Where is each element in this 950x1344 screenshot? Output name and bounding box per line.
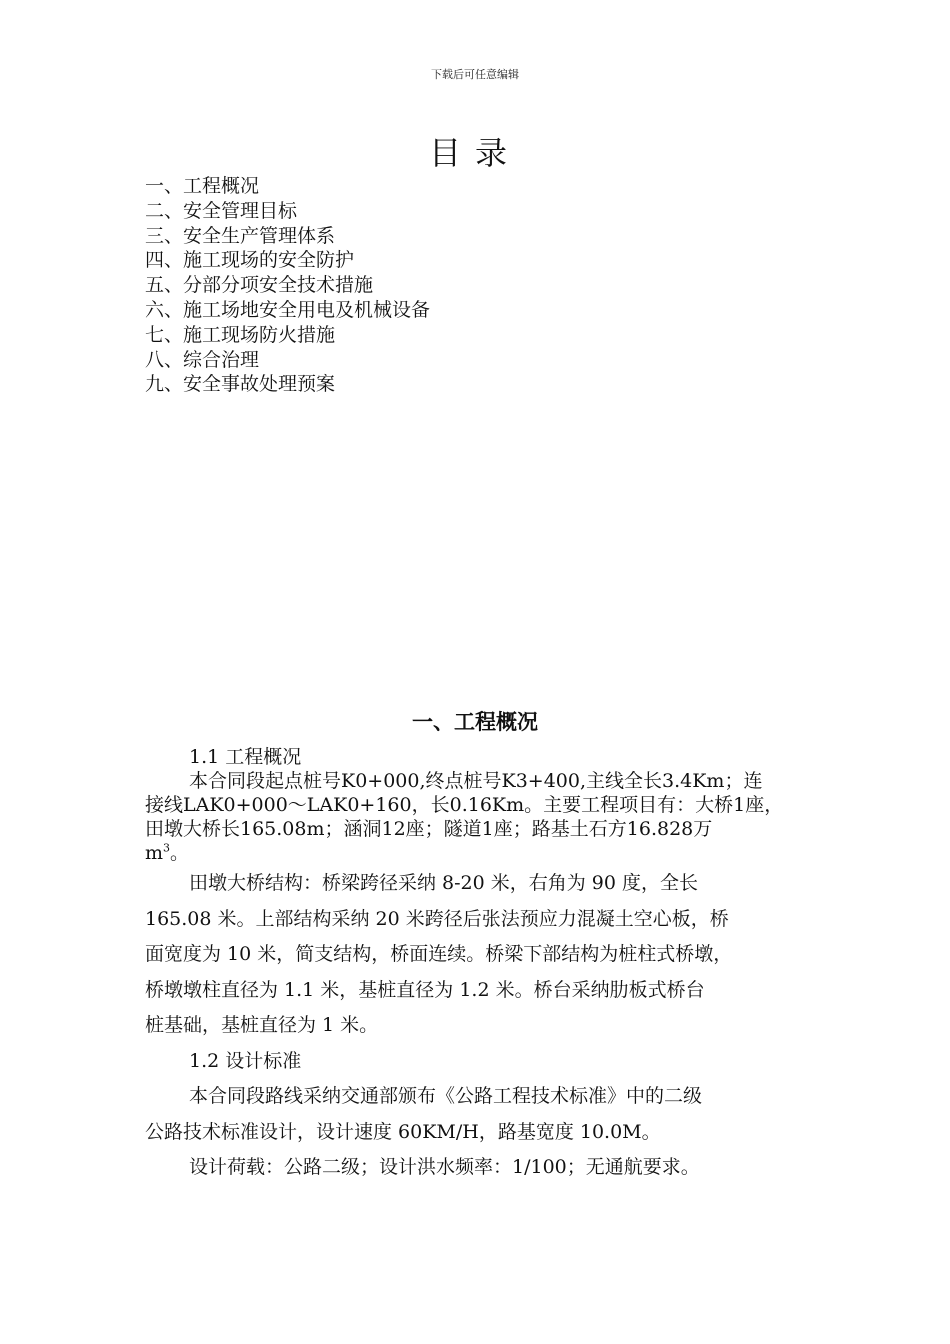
paragraph-line: 田墩大桥长165.08m；涵洞12座；隧道1座；路基土石方16.828万 xyxy=(145,818,713,840)
paragraph-line: 田墩大桥结构：桥梁跨径采纳 8-20 米，右角为 90 度，全长 xyxy=(189,872,699,894)
toc-item: 七、施工现场防火措施 xyxy=(145,323,336,346)
page-header-note: 下载后可任意编辑 xyxy=(431,68,519,81)
toc-title: 目录 xyxy=(428,134,521,172)
overview-block xyxy=(145,745,835,865)
toc-item: 九、安全事故处理预案 xyxy=(145,373,336,396)
unit-base: m xyxy=(145,842,164,864)
paragraph-line: 公路技术标准设计，设计速度 60KM/H，路基宽度 10.0M。 xyxy=(145,1120,661,1143)
toc-item: 三、安全生产管理体系 xyxy=(145,224,336,247)
unit-superscript: 3 xyxy=(163,841,171,855)
toc-item: 二、安全管理目标 xyxy=(145,199,298,222)
paragraph-line: 接线LAK0+000～LAK0+160，长0.16Km。主要工程项目有：大桥1座， xyxy=(145,794,784,816)
paragraph-line: 桥墩墩柱直径为 1.1 米，基桩直径为 1.2 米。桥台采纳肋板式桥台 xyxy=(145,978,705,1001)
toc-item: 四、施工现场的安全防护 xyxy=(145,249,355,272)
paragraph-line: 165.08 米。上部结构采纳 20 米跨径后张法预应力混凝土空心板，桥 xyxy=(145,907,729,930)
paragraph-line: 本合同段路线采纳交通部颁布《公路工程技术标准》中的二级 xyxy=(189,1085,703,1107)
paragraph-line: 设计荷载：公路二级；设计洪水频率：1/100；无通航要求。 xyxy=(189,1156,700,1178)
paragraph-line-unit xyxy=(145,841,835,865)
paragraph-line: 本合同段起点桩号K0+000,终点桩号K3+400,主线全长3.4Km；连 xyxy=(189,770,763,792)
paragraph-line: 面宽度为 10 米，简支结构，桥面连续。桥梁下部结构为桩柱式桥墩， xyxy=(145,943,733,965)
toc-item: 八、综合治理 xyxy=(145,348,260,371)
table-of-contents xyxy=(145,174,430,397)
paragraph-line: 桩基础，基桩直径为 1 米。 xyxy=(145,1014,379,1036)
toc-item: 六、施工场地安全用电及机械设备 xyxy=(145,298,431,321)
unit-end: 。 xyxy=(170,842,190,864)
section-title: 一、工程概况 xyxy=(412,710,538,734)
subsection-heading-1-2: 1.2 设计标准 xyxy=(189,1049,302,1072)
toc-item: 一、工程概况 xyxy=(145,175,260,197)
subsection-heading-1-1: 1.1 工程概况 xyxy=(189,746,302,768)
toc-item: 五、分部分项安全技术措施 xyxy=(145,274,374,297)
bridge-structure-paragraph xyxy=(145,866,835,1186)
